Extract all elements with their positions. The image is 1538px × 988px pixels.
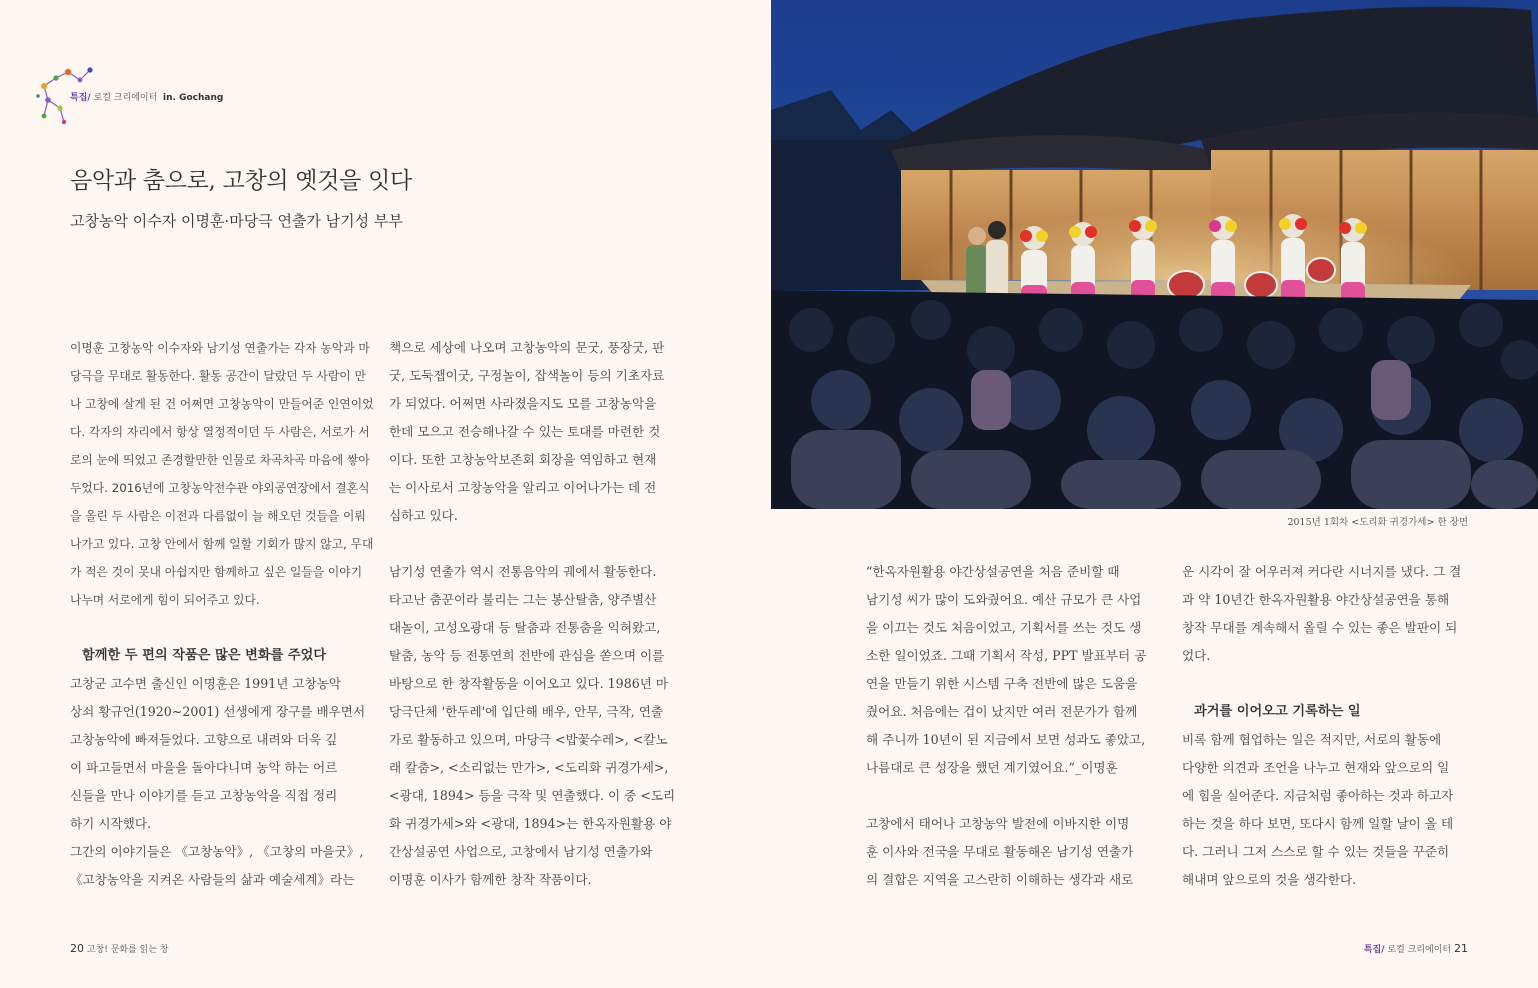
- text-line: 남기성 연출가 역시 전통음악의 궤에서 활동한다.: [389, 564, 657, 579]
- text-line: 었다.: [1182, 648, 1211, 663]
- article-subtitle: 고창농악 이수자 이명훈·마당극 연출가 남기성 부부: [70, 212, 403, 230]
- text-line: 가 적은 것이 못내 아쉽지만 함께하고 싶은 일들을 이야기: [70, 565, 363, 579]
- text-line: <광대, 1894> 등을 극작 및 연출했다. 이 중 <도리: [389, 788, 676, 803]
- text-line: 두었다. 2016년에 고창농악전수관 야외공연장에서 결혼식: [70, 481, 370, 495]
- text-line: 하는 것을 하다 보면, 또다시 함께 일할 날이 올 테: [1182, 816, 1454, 831]
- performance-photo: [771, 0, 1538, 509]
- folio-section: 로컬 크리에이터: [1387, 945, 1452, 955]
- text-line: 간상설공연 사업으로, 고창에서 남기성 연출가와: [389, 844, 653, 859]
- section-heading: 함께한 두 편의 작품은 많은 변화를 주었다: [82, 648, 327, 663]
- text-line: 에 힘을 실어준다. 지금처럼 좋아하는 것과 하고자: [1182, 788, 1454, 803]
- text-line: “한옥자원활용 야간상설공연을 처음 준비할 때: [866, 564, 1120, 579]
- text-line: 해내며 앞으로의 것을 생각한다.: [1182, 872, 1357, 887]
- text-line: 이다. 또한 고창농악보존회 회장을 역임하고 현재: [389, 452, 657, 467]
- text-line: 다양한 의견과 조언을 나누고 현재와 앞으로의 일: [1182, 760, 1450, 775]
- text-line: 타고난 춤꾼이라 불리는 그는 봉산탈춤, 양주별산: [389, 592, 657, 607]
- text-line: 굿, 도둑잽이굿, 구정놀이, 잡색놀이 등의 기초자료: [389, 368, 665, 383]
- col1-intro: [70, 334, 374, 614]
- text-line: 줬어요. 처음에는 겁이 났지만 여러 전문가가 함께: [866, 704, 1138, 719]
- text-line: 소한 일이었죠. 그때 기획서 작성, PPT 발표부터 공: [866, 648, 1147, 663]
- text-line: 나 고창에 살게 된 건 어쩌면 고창농악이 만들어준 인연이었: [70, 397, 374, 411]
- text-line: 비록 함께 협업하는 일은 적지만, 서로의 활동에: [1182, 732, 1442, 747]
- text-line: 의 결합은 지역을 고스란히 이해하는 생각과 새로: [866, 872, 1134, 887]
- text-line: 《고창농악을 지켜온 사람들의 삶과 예술세계》라는: [70, 872, 355, 887]
- text-line: 을 올린 두 사람은 이전과 다름없이 늘 해오던 것들을 이뤄: [70, 509, 366, 523]
- text-line: 다. 각자의 자리에서 항상 열정적이던 두 사람은, 서로가 서: [70, 425, 370, 439]
- text-line: 래 칼춤>, <소리없는 만가>, <도리화 귀경가세>,: [389, 760, 669, 775]
- folio-highlight: 특집/: [1363, 945, 1385, 955]
- text-line: 하기 시작했다.: [70, 816, 151, 831]
- folio-right: [1364, 942, 1468, 955]
- column-1: [70, 334, 374, 894]
- section-tag: [70, 90, 223, 103]
- text-line: 로의 눈에 띄었고 존경할만한 인물로 차곡차곡 마음에 쌓아: [70, 453, 370, 467]
- column-2: [389, 334, 675, 894]
- col1-body: [70, 670, 374, 894]
- text-line: 상쇠 황규언(1920~2001) 선생에게 장구를 배우면서: [70, 704, 366, 719]
- text-line: 고창에서 태어나 고창농악 발전에 이바지한 이명: [866, 816, 1130, 831]
- section-tag-text: 로컬 크리에이터: [93, 93, 158, 103]
- text-line: 는 이사로서 고창농악을 알리고 이어나가는 데 전: [389, 480, 657, 495]
- photo-caption: 2015년 1회차 <도리화 귀경가세> 한 장면: [1287, 517, 1468, 528]
- text-line: 당극단체 '한두레'에 입단해 배우, 안무, 극작, 연출: [389, 704, 664, 719]
- text-line: 남기성 씨가 많이 도와줬어요. 예산 규모가 큰 사업: [866, 592, 1142, 607]
- text-line: 이 파고들면서 마을을 돌아다니며 농악 하는 어르: [70, 760, 338, 775]
- text-line: 을 이끄는 것도 처음이었고, 기획서를 쓰는 것도 생: [866, 620, 1142, 635]
- text-line: 나누며 서로에게 힘이 되어주고 있다.: [70, 593, 260, 607]
- folio-left: [70, 942, 169, 955]
- text-line: 이명훈 이사가 함께한 창작 작품이다.: [389, 872, 592, 887]
- text-line: 한데 모으고 전승해나갈 수 있는 토대를 마련한 것: [389, 424, 661, 439]
- publication-name: 고창! 문화를 읽는 창: [86, 945, 169, 955]
- text-line: 고창농악에 빠져들었다. 고향으로 내려와 더욱 깊: [70, 732, 338, 747]
- text-line: 나름대로 큰 성장을 했던 계기였어요.”_이명훈: [866, 760, 1118, 775]
- text-line: 화 귀경가세>와 <광대, 1894>는 한옥자원활용 야: [389, 816, 672, 831]
- text-line: 창작 무대를 계속해서 올릴 수 있는 좋은 발판이 되: [1182, 620, 1458, 635]
- text-line: 이명훈 고창농악 이수자와 남기성 연출가는 각자 농악과 마: [70, 341, 370, 355]
- text-line: 그간의 이야기들은 《고창농악》, 《고창의 마을굿》,: [70, 844, 364, 859]
- page-number: 21: [1454, 942, 1468, 955]
- text-line: 연을 만들기 위한 시스템 구축 전반에 많은 도움을: [866, 676, 1138, 691]
- section-heading: 과거를 이어오고 기록하는 일: [1194, 704, 1361, 719]
- text-line: 과 약 10년간 한옥자원활용 야간상설공연을 통해: [1182, 592, 1450, 607]
- text-line: 운 시각이 잘 어우러져 커다란 시너지를 냈다. 그 결: [1182, 564, 1462, 579]
- section-tag-highlight: 특집/: [70, 93, 91, 103]
- right-page: [769, 0, 1538, 988]
- text-line: 나가고 있다. 고창 안에서 함께 일할 기회가 많지 않고, 무대: [70, 537, 374, 551]
- text-line: 해 주니까 10년이 된 지금에서 보면 성과도 좋았고,: [866, 732, 1146, 747]
- page-number: 20: [70, 942, 84, 955]
- text-line: 다. 그러니 그저 스스로 할 수 있는 것들을 꾸준히: [1182, 844, 1450, 859]
- text-line: 대놀이, 고성오광대 등 탈춤과 전통춤을 익혀왔고,: [389, 620, 661, 635]
- text-line: 당극을 무대로 활동한다. 활동 공간이 달랐던 두 사람이 만: [70, 369, 366, 383]
- text-line: 신들을 만나 이야기를 듣고 고창농악을 직접 정리: [70, 788, 338, 803]
- text-line: 가로 활동하고 있으며, 마당극 <밥꽃수레>, <칼노: [389, 732, 668, 747]
- section-tag-en: in. Gochang: [163, 93, 224, 103]
- text-line: 바탕으로 한 창작활동을 이어오고 있다. 1986년 마: [389, 676, 669, 691]
- text-line: 고창군 고수면 출신인 이명훈은 1991년 고창농악: [70, 676, 342, 691]
- text-line: 책으로 세상에 나오며 고창농악의 문굿, 풍장굿, 판: [389, 340, 665, 355]
- text-line: 훈 이사와 전국을 무대로 활동해온 남기성 연출가: [866, 844, 1134, 859]
- column-4: [1182, 558, 1461, 894]
- text-line: 가 되었다. 어쩌면 사라졌을지도 모를 고창농악을: [389, 396, 657, 411]
- text-line: 심하고 있다.: [389, 508, 458, 523]
- text-line: 탈춤, 농악 등 전통연희 전반에 관심을 쏟으며 이를: [389, 648, 665, 663]
- article-title: 음악과 춤으로, 고창의 옛것을 잇다: [70, 168, 412, 194]
- column-3: [866, 558, 1146, 894]
